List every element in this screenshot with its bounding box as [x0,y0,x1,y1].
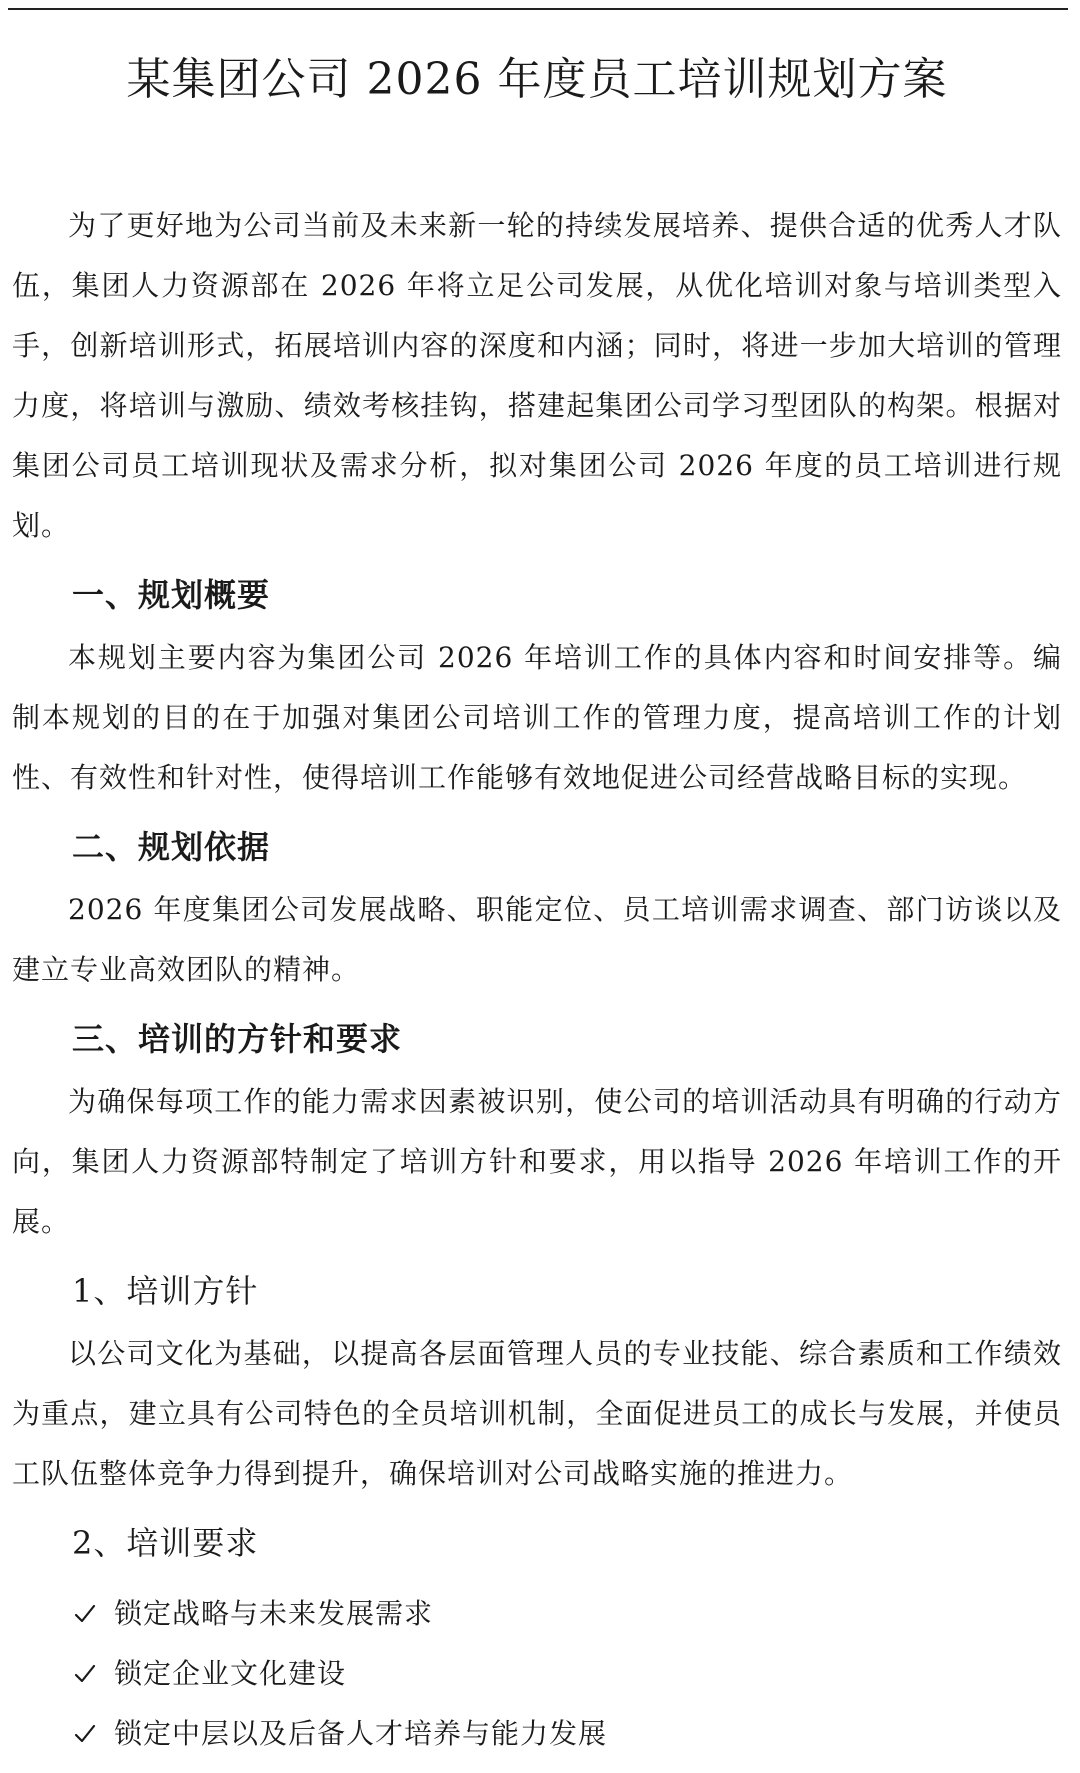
subsection-heading-guideline: 1、培训方针 [72,1272,259,1310]
checklist-item-label: 锁定战略与未来发展需求 [114,1597,434,1630]
section-body-policy: 为确保每项工作的能力需求因素被识别，使公司的培训活动具有明确的行动方向，集团人力资源部特制定了培训方针和要求，用以指导 2026 年培训工作的开展。 [12,1085,1062,1238]
check-icon [74,1663,96,1685]
document-page [12,50,1062,1764]
section-body-basis: 2026 年度集团公司发展战略、职能定位、员工培训需求调查、部门访谈以及建立专业高效团队的精神。 [12,893,1062,986]
document-title: 某集团公司 2026 年度员工培训规划方案 [126,54,948,105]
check-icon [74,1723,96,1745]
check-icon [74,1603,96,1625]
section-heading-policy: 三、培训的方针和要求 [72,1020,403,1058]
checklist-item-label: 锁定企业文化建设 [114,1657,347,1690]
checklist-item-label: 锁定中层以及后备人才培养与能力发展 [114,1717,608,1750]
intro-paragraph: 为了更好地为公司当前及未来新一轮的持续发展培养、提供合适的优秀人才队伍，集团人力资源部在 2026 年将立足公司发展，从优化培训对象与培训类型入手，创新培训形式，拓展培训内容的深度和内涵；同时，将进一步加大培训的管理力度，将培训与激励、绩效考核挂钩，搭建起集团公司学习型团队的构架。根据对集团公司员工培训现状及需求分析，拟对集团公司 2026 年度的员工培训进行规划。 [12,209,1062,542]
section-heading-overview: 一、规划概要 [72,576,271,614]
requirements-checklist [12,1584,1062,1764]
checklist-item [74,1644,1062,1704]
top-rule [8,8,1068,10]
subsection-body-guideline: 以公司文化为基础，以提高各层面管理人员的专业技能、综合素质和工作绩效为重点，建立具有公司特色的全员培训机制，全面促进员工的成长与发展，并使员工队伍整体竞争力得到提升，确保培训对公司战略实施的推进力。 [12,1337,1062,1490]
subsection-heading-requirements: 2、培训要求 [72,1524,259,1562]
checklist-item [74,1584,1062,1644]
section-heading-basis: 二、规划依据 [72,828,271,866]
checklist-item [74,1704,1062,1764]
section-body-overview: 本规划主要内容为集团公司 2026 年培训工作的具体内容和时间安排等。编制本规划的目的在于加强对集团公司培训工作的管理力度，提高培训工作的计划性、有效性和针对性，使得培训工作能够有效地促进公司经营战略目标的实现。 [12,641,1062,794]
